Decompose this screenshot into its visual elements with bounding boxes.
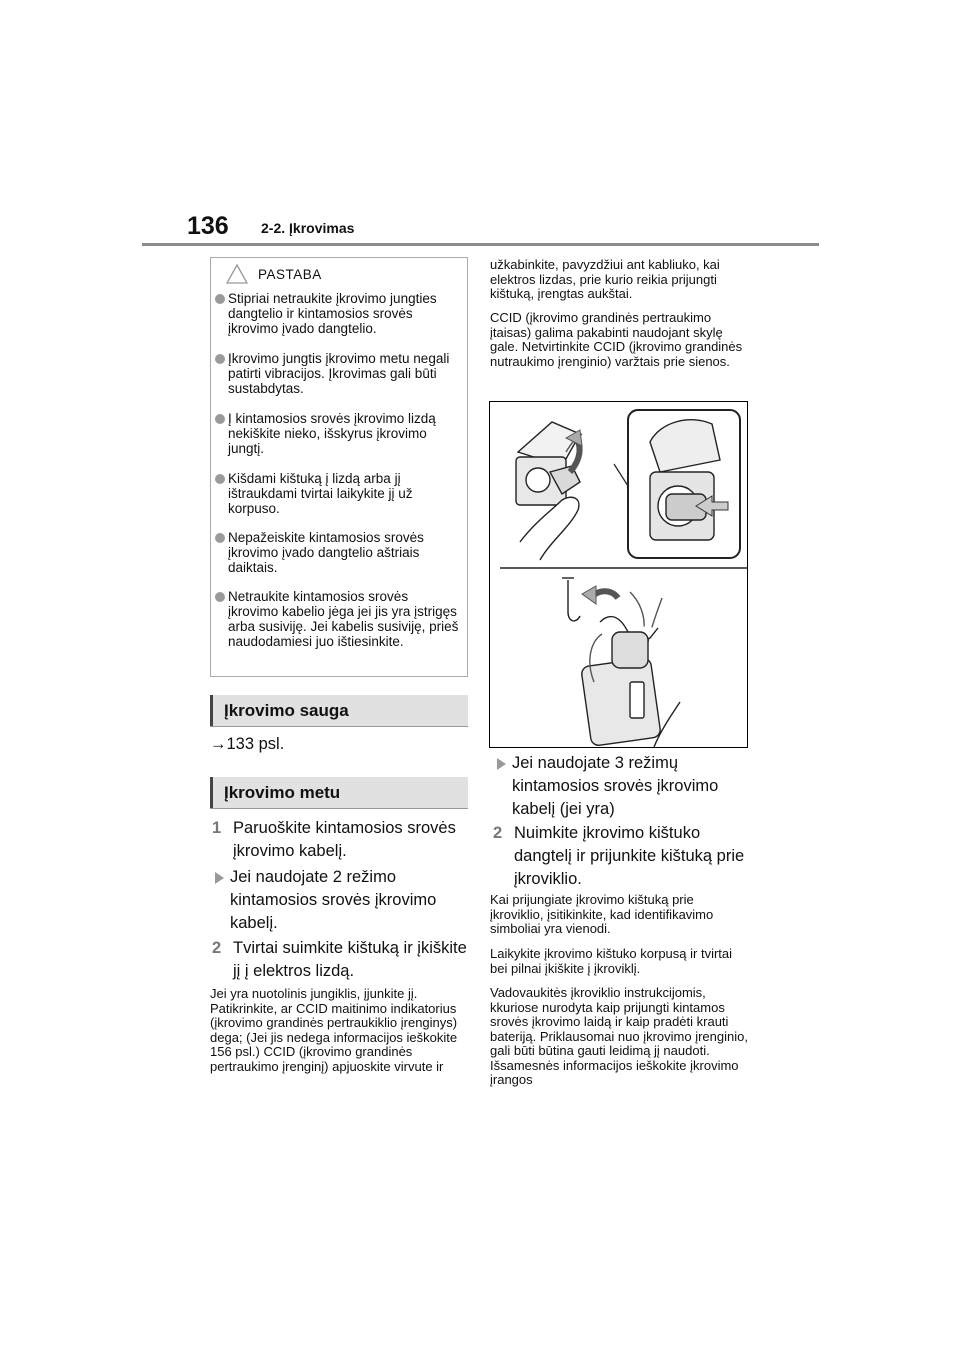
triangle-bullet-icon (497, 758, 506, 770)
heading-during-charging (210, 777, 468, 809)
step-1 (212, 817, 468, 863)
substep-mode2 (212, 866, 468, 935)
heading-bar (210, 695, 213, 727)
charging-illustration (489, 401, 748, 748)
caution-item (215, 471, 460, 516)
caution-header (211, 264, 467, 288)
section-title: 2-2. Įkrovimas (261, 220, 355, 236)
paragraph-hold-plug: Laikykite įkrovimo kištuko korpusą ir tvirtai bei pilnai įkiškite į įkroviklį. (490, 946, 733, 976)
substep-text: Jei naudojate 2 režimo kintamosios srovės įkrovimo kabelį. (230, 868, 437, 932)
caution-item (215, 291, 460, 336)
heading-text: Įkrovimo metu (224, 783, 341, 802)
caution-item-text: Netraukite kintamosios srovės įkrovimo kabelio jėga jei jis yra įstrigęs arba susiviję. Jei kabelis susiviję, prieš naudodamiesi juo ištiesinkite. (228, 589, 459, 649)
bullet-icon (215, 592, 225, 602)
page-number: 136 (187, 212, 229, 240)
bullet-icon (215, 414, 225, 424)
paragraph-identification: Kai prijungiate įkrovimo kištuką prie įkroviklio, įsitikinkite, kad identifikavimo simboliai yra vienodi. (490, 892, 714, 936)
outlet-detail-drawing (650, 420, 720, 540)
paragraph-hook: užkabinkite, pavyzdžiui ant kabliuko, kai elektros lizdas, prie kurio reikia prijungti kištuką, įrengtas aukštai. (490, 257, 720, 301)
heading-underline (210, 726, 468, 727)
caution-title: PASTABA (258, 267, 322, 282)
step-2-right (493, 822, 753, 891)
leader-line (614, 464, 628, 486)
bullet-icon (215, 533, 225, 543)
caution-item-text: Kišdami kištuką į lizdą arba jį ištraukdami tvirtai laikykite jį už korpuso. (228, 471, 413, 516)
bullet-icon (215, 474, 225, 484)
caution-item (215, 530, 460, 575)
substep-mode3 (494, 752, 754, 821)
arrow-head-drawing (582, 586, 596, 604)
heading-charging-safety (210, 695, 468, 727)
caution-item-text: Įkrovimo jungtis įkrovimo metu negali patirti vibracijos. Įkrovimas gali būti sustabdytas. (228, 351, 450, 396)
heading-text: Įkrovimo sauga (224, 701, 349, 720)
step-number: 2 (493, 824, 503, 842)
heading-underline (210, 808, 468, 809)
caution-item (215, 411, 460, 456)
paragraph-charger-instructions: Vadovaukitės įkroviklio instrukcijomis, kkuriose nurodyta kaip prijungti kintamos srovės įkrovimo laidą ir kaip pradėti krauti bateriją. Priklausomai nuo įkrovimo įrenginio, gali būti būtina gauti leidimą jį naudoti. Išsamesnės informacijos ieškokite įkrovimo įrangos (490, 985, 748, 1087)
caution-item-text: Stipriai netraukite įkrovimo jungties dangtelio ir kintamosios srovės įkrovimo įvado dangtelio. (228, 291, 437, 336)
step-text: Nuimkite įkrovimo kištuko dangtelį ir prijunkite kištuką prie įkroviklio. (514, 824, 745, 888)
warning-triangle-icon (226, 264, 248, 284)
triangle-bullet-icon (215, 872, 224, 884)
step-number: 2 (212, 939, 222, 957)
step-text: Paruoškite kintamosios srovės įkrovimo kabelį. (233, 819, 456, 860)
paragraph-ccid: CCID (įkrovimo grandinės pertraukimo įtaisas) galima pakabinti naudojant skylę gale. Netvirtinkite CCID (įkrovimo grandinės nutraukimo įrenginio) varžtais prie sienos. (490, 310, 743, 369)
outlet-left-drawing (516, 422, 582, 560)
caution-item-text: Į kintamosios srovės įkrovimo lizdą nekiškite nieko, išskyrus įkrovimo jungtį. (228, 411, 436, 456)
page-reference-link[interactable]: →133 psl. (210, 735, 285, 753)
header-rule (142, 243, 819, 246)
paragraph-remote-switch: Jei yra nuotolinis jungiklis, įjunkite jį. Patikrinkite, ar CCID maitinimo indikatorius (įkrovimo grandinės pertraukiklio įrenginys) dega; (Jei jis nedega informacijos ieškokite 156 psl.) CCID (įkrovimo grandinės pertraukimo įrenginį) apjuoskite virvute ir (210, 986, 458, 1074)
ccid-hook-drawing (562, 578, 680, 747)
caution-box (210, 257, 468, 677)
bullet-icon (215, 294, 225, 304)
plug-and-ccid-illustration (490, 402, 747, 747)
caution-item (215, 589, 460, 649)
step-number: 1 (212, 819, 222, 837)
caution-item (215, 351, 460, 396)
heading-bar (210, 777, 213, 809)
step-2 (212, 937, 468, 983)
caution-item-text: Nepažeiskite kintamosios srovės įkrovimo įvado dangtelio aštriais daiktais. (228, 530, 424, 575)
bullet-icon (215, 354, 225, 364)
substep-text: Jei naudojate 3 režimų kintamosios srovės įkrovimo kabelį (jei yra) (512, 754, 719, 818)
step-text: Tvirtai suimkite kištuką ir įkiškite jį į elektros lizdą. (233, 939, 467, 980)
